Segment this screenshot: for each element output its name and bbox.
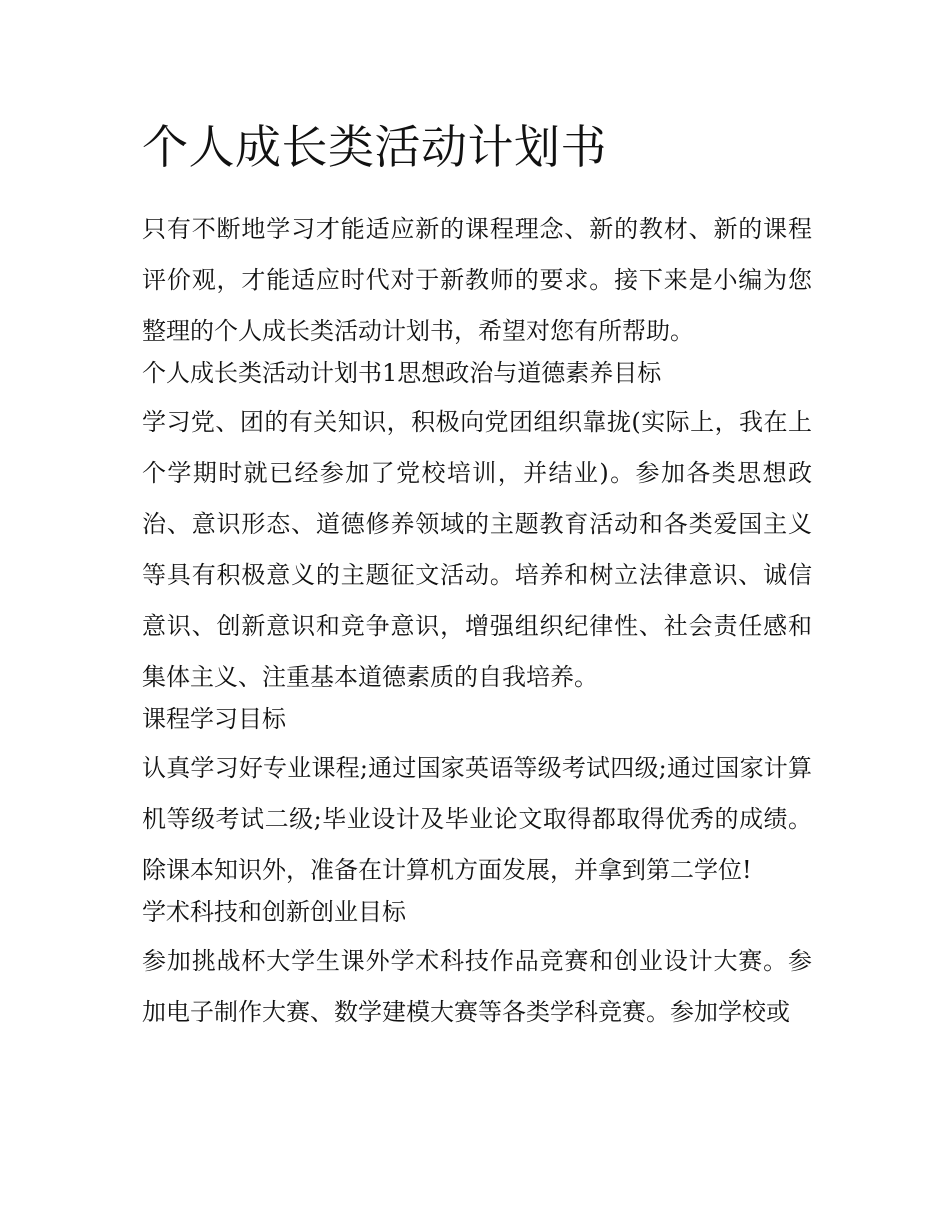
section-body-moral-goals: 学习党、团的有关知识，积极向党团组织靠拢(实际上，我在上个学期时就已经参加了党校培训，并结业)。参加各类思想政治、意识形态、道德修养领域的主题教育活动和各类爱国主义等具有积极意义的主题征文活动。培养和树立法律意识、诚信意识、创新意识和竞争意识，增强组织纪律性、社会责任感和集体主义、注重基本道德素质的自我培养。: [142, 408, 812, 691]
section-body-course-goals: 认真学习好专业课程;通过国家英语等级考试四级;通过国家计算机等级考试二级;毕业设计及毕业论文取得都取得优秀的成绩。除课本知识外，准备在计算机方面发展，并拿到第二学位!: [142, 754, 812, 884]
section-heading-course-goals: 课程学习目标: [142, 705, 286, 733]
document-title: 个人成长类活动计划书: [142, 120, 607, 174]
section-heading-moral-goals: 个人成长类活动计划书1思想政治与道德素养目标: [142, 359, 662, 387]
document-page: [142, 118, 812, 1038]
intro-paragraph: 只有不断地学习才能适应新的课程理念、新的教材、新的课程评价观，才能适应时代对于新教师的要求。接下来是小编为您整理的个人成长类活动计划书，希望对您有所帮助。: [142, 215, 812, 345]
section-heading-innovation-goals: 学术科技和创新创业目标: [142, 898, 406, 926]
section-body-innovation-goals: 参加挑战杯大学生课外学术科技作品竞赛和创业设计大赛。参加电子制作大赛、数学建模大赛等各类学科竞赛。参加学校或: [142, 947, 812, 1026]
